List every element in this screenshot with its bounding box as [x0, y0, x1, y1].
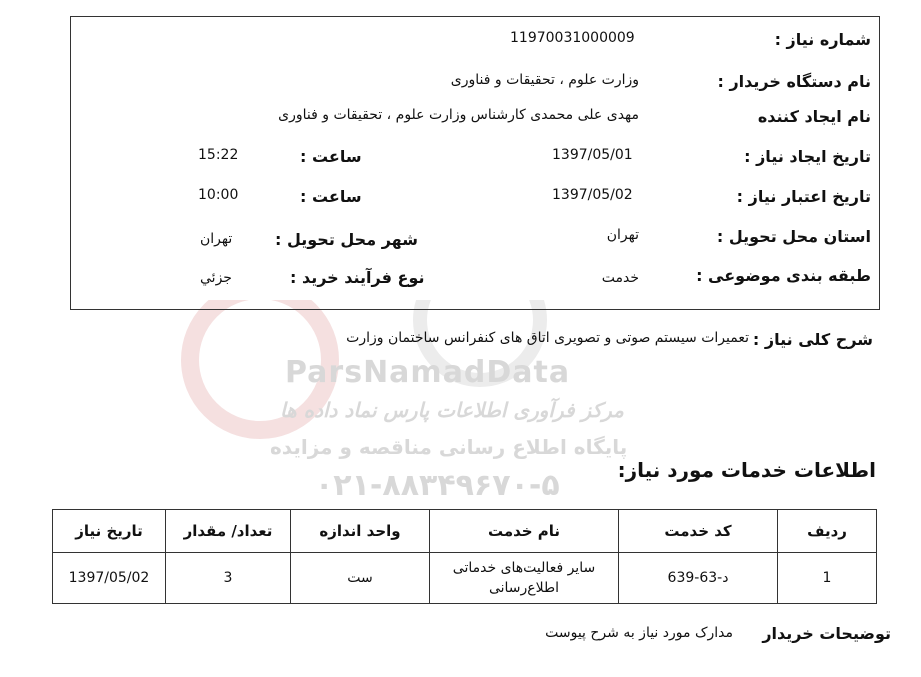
created-date-value: 1397/05/01	[552, 147, 633, 163]
watermark-line2: پایگاه اطلاع رسانی مناقصه و مزایده	[270, 435, 628, 459]
category-label: طبقه بندی موضوعی :	[696, 266, 871, 285]
cell-row-number: 1	[778, 553, 877, 604]
created-date-label: تاریخ ایجاد نیاز :	[744, 147, 871, 166]
buyer-org-value: وزارت علوم ، تحقیقات و فناوری	[450, 72, 639, 88]
creator-value: مهدی علی محمدی کارشناس وزارت علوم ، تحقیقات و فناوری	[278, 107, 639, 123]
watermark-brand: ParsNamadData	[285, 355, 571, 390]
valid-date-value: 1397/05/02	[552, 187, 633, 203]
header-need-date: تاریخ نیاز	[53, 510, 166, 553]
table-row	[53, 553, 877, 604]
buyer-notes-label: توضیحات خریدار	[762, 624, 891, 643]
description-label: شرح کلی نیاز :	[752, 330, 873, 349]
valid-time-label: ساعت :	[300, 187, 362, 206]
cell-need-date: 1397/05/02	[53, 553, 166, 604]
cell-quantity: 3	[166, 553, 291, 604]
category-value: خدمت	[601, 270, 639, 286]
creator-label: نام ایجاد کننده	[757, 107, 871, 126]
created-time-label: ساعت :	[300, 147, 362, 166]
header-row-number: ردیف	[778, 510, 877, 553]
services-table	[52, 509, 877, 604]
city-label: شهر محل تحویل :	[275, 230, 418, 249]
process-label: نوع فرآیند خرید :	[290, 268, 425, 287]
services-header-row	[53, 510, 877, 553]
province-value: تهران	[606, 227, 639, 243]
created-time-value: 15:22	[198, 147, 239, 163]
city-value: تهران	[200, 231, 233, 247]
province-label: استان محل تحویل :	[716, 227, 871, 246]
description-value: تعمیرات سیستم صوتی و تصویری اتاق های کنفرانس ساختمان وزارت	[346, 330, 749, 346]
cell-service-code: د-63-639	[619, 553, 778, 604]
header-quantity: تعداد/ مقدار	[166, 510, 291, 553]
header-unit: واحد اندازه	[291, 510, 430, 553]
buyer-notes-value: مدارک مورد نیاز به شرح پیوست	[545, 625, 733, 641]
need-number-value: 11970031000009	[510, 30, 635, 46]
header-service-name: نام خدمت	[430, 510, 619, 553]
valid-time-value: 10:00	[198, 187, 239, 203]
valid-date-label: تاریخ اعتبار نیاز :	[736, 187, 871, 206]
services-section-title: اطلاعات خدمات مورد نیاز:	[617, 458, 876, 482]
watermark-line1: مرکز فرآوری اطلاعات پارس نماد داده ها	[280, 398, 624, 422]
cell-unit: ست	[291, 553, 430, 604]
watermark-phone: ۰۲۱-۸۸۳۴۹۶۷۰-۵	[315, 468, 560, 503]
buyer-org-label: نام دستگاه خریدار :	[717, 72, 871, 91]
process-value: جزئي	[200, 270, 232, 286]
need-number-label: شماره نیاز :	[774, 30, 871, 49]
header-service-code: کد خدمت	[619, 510, 778, 553]
cell-service-name: سایر فعالیت‌های خدماتی اطلاع‌رسانی	[430, 553, 619, 604]
